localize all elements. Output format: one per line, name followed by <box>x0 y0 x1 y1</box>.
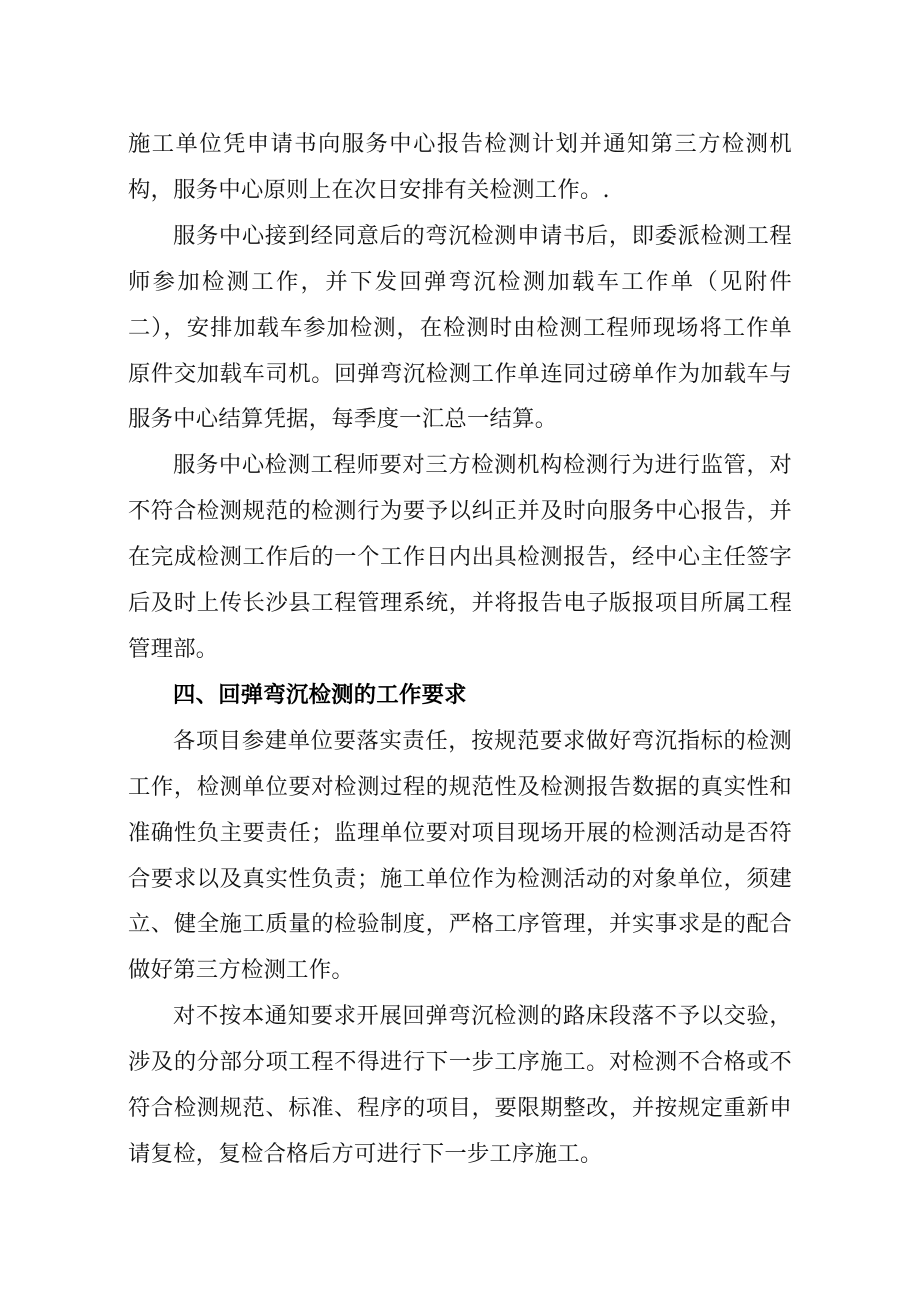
paragraph-continuation: 施工单位凭申请书向服务中心报告检测计划并通知第三方检测机构，服务中心原则上在次日安排有关检测工作。. <box>128 131 792 203</box>
paragraph-responsibilities: 各项目参建单位要落实责任，按规范要求做好弯沉指标的检测工作，检测单位要对检测过程的规范性及检测报告数据的真实性和准确性负主要责任；监理单位要对项目现场开展的检测活动是否符合要求以及真实性负责；施工单位作为检测活动的对象单位，须建立、健全施工质量的检验制度，严格工序管理，并实事求是的配合做好第三方检测工作。 <box>128 727 792 984</box>
document-body <box>128 122 792 1178</box>
section-heading-work-requirements: 四、回弹弯沉检测的工作要求 <box>173 681 467 708</box>
paragraph-deflection-request: 服务中心接到经同意后的弯沉检测申请书后，即委派检测工程师参加检测工作，并下发回弹弯沉检测加载车工作单（见附件二），安排加载车参加检测，在检测时由检测工程师现场将工作单原件交加载车司机。回弹弯沉检测工作单连同过磅单作为加载车与服务中心结算凭据，每季度一汇总一结算。 <box>128 222 792 433</box>
paragraph-supervision: 服务中心检测工程师要对三方检测机构检测行为进行监管，对不符合检测规范的检测行为要予以纠正并及时向服务中心报告，并在完成检测工作后的一个工作日内出具检测报告，经中心主任签字后及时上传长沙县工程管理系统，并将报告电子版报项目所属工程管理部。 <box>128 452 792 662</box>
paragraph-rectification: 对不按本通知要求开展回弹弯沉检测的路床段落不予以交验，涉及的分部分项工程不得进行下一步工序施工。对检测不合格或不符合检测规范、标准、程序的项目，要限期整改，并按规定重新申请复检，复检合格后方可进行下一步工序施工。 <box>128 1003 792 1167</box>
